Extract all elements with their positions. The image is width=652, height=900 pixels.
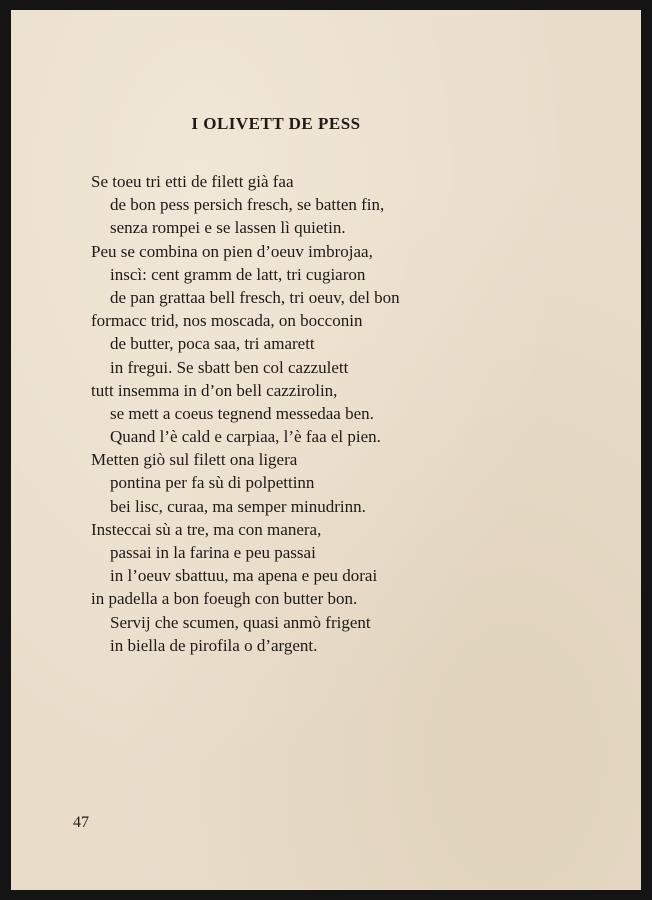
poem-line: Servij che scumen, quasi anmò frigent: [110, 612, 371, 632]
poem-line: in fregui. Se sbatt ben col cazzulett: [110, 357, 349, 377]
poem-line: Insteccai sù a tre, ma con manera,: [91, 519, 322, 539]
poem-line: de pan grattaa bell fresch, tri oeuv, del bon: [110, 287, 400, 307]
poem-line: formacc trid, nos moscada, on bocconin: [91, 311, 363, 331]
poem-line: senza rompei e se lassen lì quietin.: [110, 218, 346, 238]
poem-line: in l’oeuv sbattuu, ma apena e peu dorai: [110, 566, 378, 586]
poem-line: Metten giò sul filett ona ligera: [91, 450, 298, 470]
poem-line: Peu se combina on pien d’oeuv imbrojaa,: [91, 241, 373, 261]
page-number: 47: [73, 814, 89, 831]
poem-line: Se toeu tri etti de filett già faa: [91, 172, 294, 191]
poem-line: inscì: cent gramm de latt, tri cugiaron: [110, 264, 366, 284]
poem-line: de bon pess persich fresch, se batten fin,: [110, 195, 385, 215]
poem-line: in biella de pirofila o d’argent.: [110, 635, 318, 655]
poem-line: pontina per fa sù di polpettinn: [110, 473, 315, 493]
poem-title: I OLIVETT DE PESS: [191, 114, 361, 133]
poem-line: passai in la farina e peu passai: [110, 543, 316, 562]
poem-line: Quand l’è cald e carpiaa, l’è faa el pien.: [110, 427, 381, 447]
poem-line: de butter, poca saa, tri amarett: [110, 334, 315, 354]
poem-line: in padella a bon foeugh con butter bon.: [91, 589, 358, 609]
poem-line: bei lisc, curaa, ma semper minudrinn.: [110, 496, 366, 516]
poem-line: tutt insemma in d’on bell cazzirolin,: [91, 380, 338, 400]
poem-line: se mett a coeus tegnend messedaa ben.: [110, 403, 374, 423]
poem-body: [91, 170, 491, 657]
book-page: [11, 10, 641, 890]
